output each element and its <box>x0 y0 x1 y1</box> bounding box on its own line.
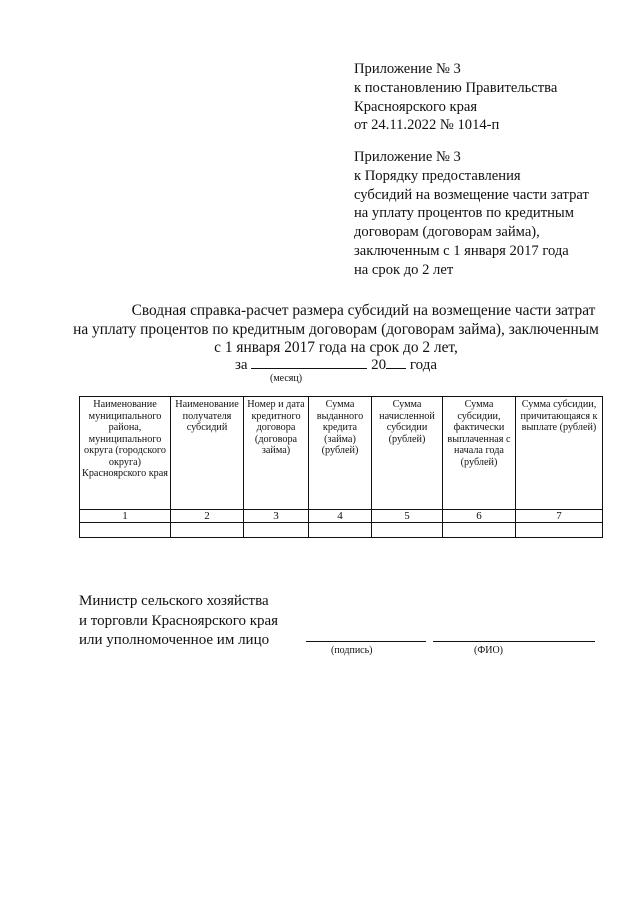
title-line: на уплату процентов по кредитным договорам (договорам займа), заключенным <box>73 320 599 338</box>
column-number: 3 <box>244 510 309 523</box>
period-prefix: за <box>235 357 248 373</box>
annex-procedure-block <box>354 148 589 280</box>
table-cell[interactable] <box>309 523 372 538</box>
annex-line: на срок до 2 лет <box>354 261 454 278</box>
column-number: 7 <box>516 510 603 523</box>
column-number: 1 <box>80 510 171 523</box>
column-number: 5 <box>372 510 443 523</box>
month-caption: (месяц) <box>270 373 303 384</box>
annex-line: договорам (договорам займа), <box>354 224 540 241</box>
signer-line: или уполномоченное им лицо <box>79 632 270 648</box>
name-line[interactable] <box>433 641 595 642</box>
table-cell[interactable] <box>171 523 244 538</box>
column-number: 4 <box>309 510 372 523</box>
table-header-cell: Сумма субсидии, причитающаяся к выплате (рублей) <box>516 397 603 510</box>
signer-block <box>79 592 278 651</box>
table-cell[interactable] <box>516 523 603 538</box>
table-header-row <box>80 397 603 510</box>
name-caption: (ФИО) <box>474 645 504 656</box>
table-header-cell: Номер и дата кредитного договора (договора займа) <box>244 397 309 510</box>
annex-line: к постановлению Правительства <box>354 79 558 96</box>
month-blank <box>251 356 367 369</box>
period-line <box>60 356 612 374</box>
table-cell[interactable] <box>244 523 309 538</box>
annex-line: Приложение № 3 <box>354 149 461 165</box>
table-row <box>80 523 603 538</box>
period-year-prefix: 20 <box>371 357 387 373</box>
table-cell[interactable] <box>372 523 443 538</box>
signature-line[interactable] <box>306 641 426 642</box>
subsidy-table <box>79 396 603 538</box>
annex-line: от 24.11.2022 № 1014-п <box>354 117 500 134</box>
annex-line: к Порядку предоставления <box>354 167 521 184</box>
column-number: 2 <box>171 510 244 523</box>
annex-line: субсидий на возмещение части затрат <box>354 186 589 203</box>
table-number-row <box>80 510 603 523</box>
annex-line: заключенным с 1 января 2017 года <box>354 242 569 259</box>
title-line: Сводная справка-расчет размера субсидий на возмещение части затрат <box>131 302 596 319</box>
table-header-cell: Сумма начисленной субсидии (рублей) <box>372 397 443 510</box>
title-line: с 1 января 2017 года на срок до 2 лет, <box>214 339 458 356</box>
table-cell[interactable] <box>443 523 516 538</box>
table-header-cell: Сумма субсидии, фактически выплаченная с начала года (рублей) <box>443 397 516 510</box>
signer-line: Министр сельского хозяйства <box>79 593 269 609</box>
annex-line: на уплату процентов по кредитным <box>354 205 574 222</box>
document-title <box>60 302 612 358</box>
signer-line: и торговли Красноярского края <box>79 612 279 629</box>
table-cell[interactable] <box>80 523 171 538</box>
table-header-cell: Наименование муниципального района, муниципального округа (городского округа) Красноярского края <box>80 397 171 510</box>
annex-line: Красноярского края <box>354 98 478 115</box>
annex-line: Приложение № 3 <box>354 61 461 77</box>
period-suffix: года <box>409 357 437 373</box>
annex-government-block <box>354 60 557 135</box>
year-blank <box>386 356 406 369</box>
signature-caption: (подпись) <box>331 645 373 656</box>
table-header-cell: Сумма выданного кредита (займа) (рублей) <box>309 397 372 510</box>
table-header-cell: Наименование получателя субсидий <box>171 397 244 510</box>
column-number: 6 <box>443 510 516 523</box>
